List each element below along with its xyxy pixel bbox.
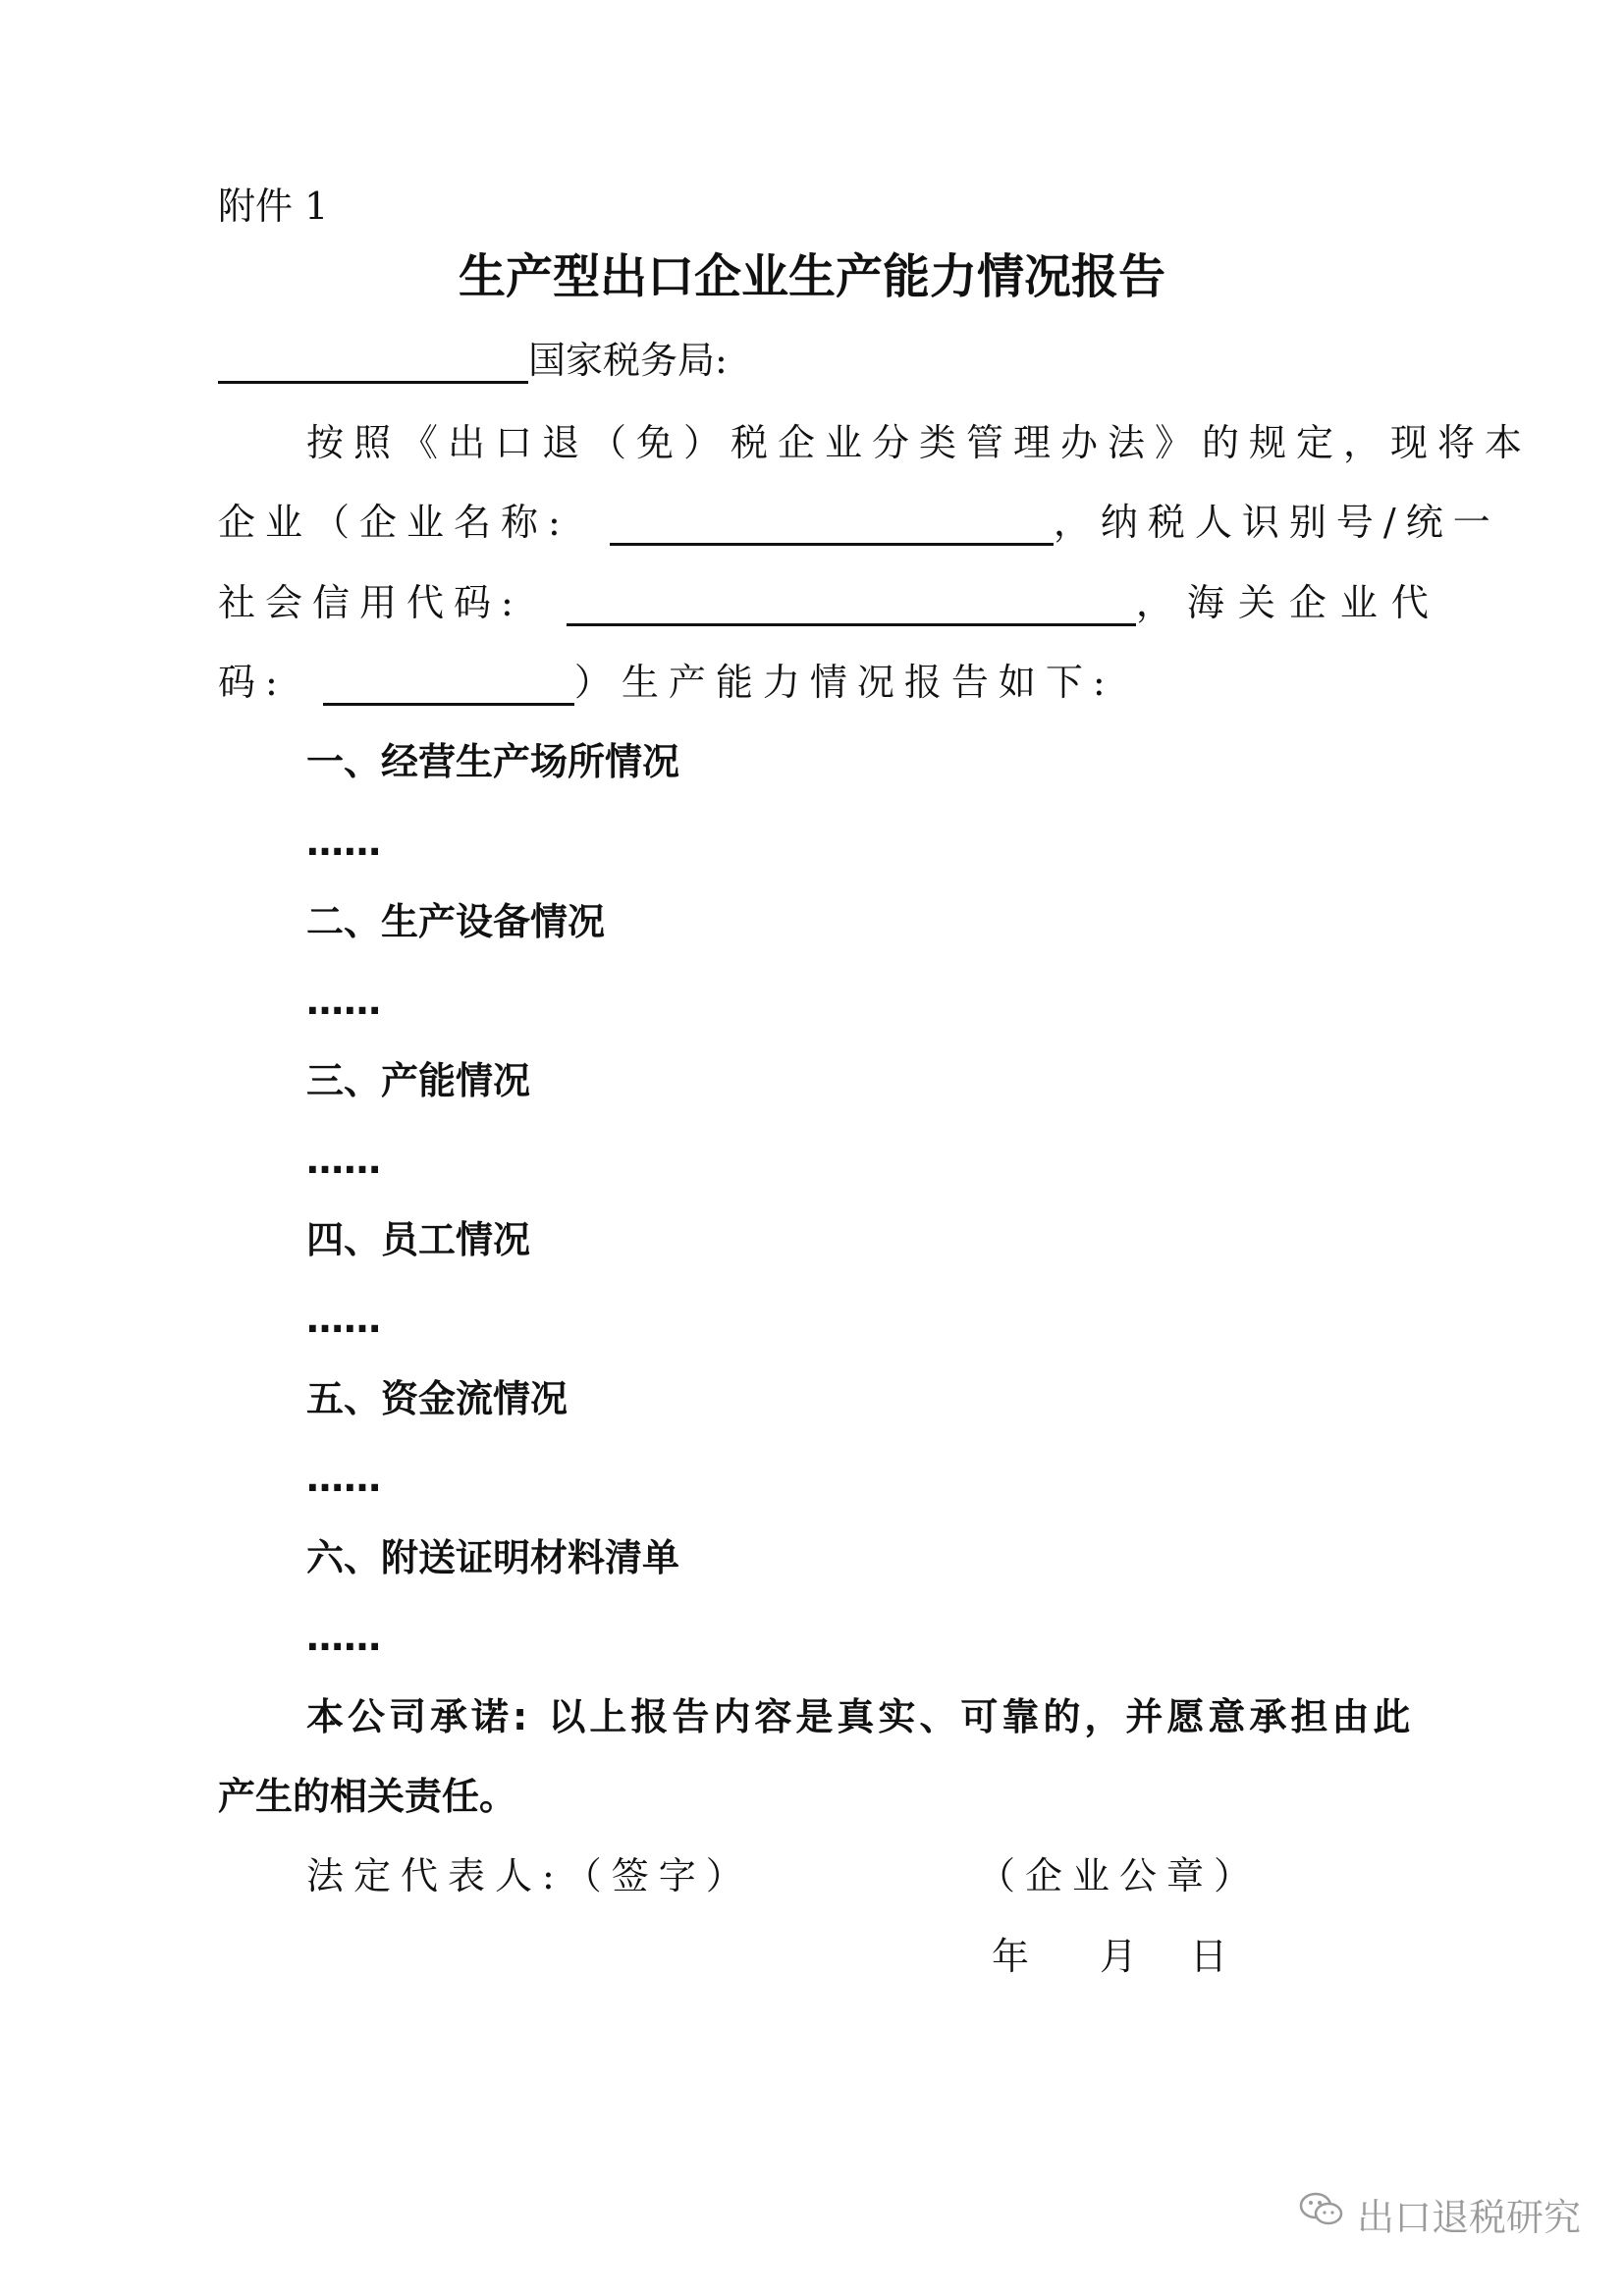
commitment-line-2: 产生的相关责任。 [218, 1775, 517, 1818]
company-seal-label: （企业公章） [978, 1854, 1262, 1897]
tax-bureau-blank[interactable] [218, 342, 528, 384]
watermark [1298, 2187, 1581, 2241]
customs-code-blank[interactable] [323, 664, 574, 706]
credit-code-blank[interactable] [567, 584, 1136, 626]
intro-line-1: 按照《出口退（免）税企业分类管理办法》的规定，现将本 [306, 421, 1533, 464]
customs-code-label: ，海关企业代 [1135, 581, 1442, 624]
addressee-line [218, 337, 728, 384]
page-title: 生产型出口企业生产能力情况报告 [458, 249, 1165, 304]
section-body-6: …… [306, 1616, 381, 1659]
intro-line-2 [218, 499, 1500, 546]
company-name-blank[interactable] [610, 504, 1054, 546]
commitment-line-1: 本公司承诺: 以上报告内容是真实、可靠的，并愿意承担由此 [306, 1695, 1415, 1738]
attachment-label: 附件 1 [218, 185, 329, 228]
legal-representative-signature[interactable]: 法定代表人:（签字） [306, 1854, 753, 1897]
section-heading-5: 五、资金流情况 [306, 1377, 568, 1420]
addressee-text: 国家税务局: [528, 339, 728, 382]
watermark-text: 出口退税研究 [1356, 2196, 1581, 2239]
customs-code-label-cont: 码: [218, 661, 288, 704]
intro-line-4 [218, 659, 1115, 706]
credit-code-label: 社会信用代码: [218, 581, 523, 624]
section-body-1: …… [306, 821, 381, 864]
section-heading-4: 四、员工情况 [306, 1218, 531, 1261]
section-heading-3: 三、产能情况 [306, 1059, 531, 1102]
section-heading-1: 一、经营生产场所情况 [306, 740, 680, 783]
date-month: 月 [1100, 1935, 1138, 1978]
section-body-2: …… [306, 980, 381, 1023]
date-year: 年 [992, 1935, 1030, 1978]
report-intro-end: ）生产能力情况报告如下: [573, 661, 1115, 704]
company-name-label: 企业（企业名称: [218, 501, 570, 544]
section-body-5: …… [306, 1457, 381, 1500]
section-body-4: …… [306, 1298, 381, 1341]
wechat-icon [1298, 2190, 1345, 2238]
section-heading-2: 二、生产设备情况 [306, 900, 606, 943]
section-heading-6: 六、附送证明材料清单 [306, 1536, 680, 1579]
taxpayer-id-label: ，纳税人识别号/统一 [1053, 501, 1500, 544]
date-day: 日 [1190, 1935, 1228, 1978]
intro-line-3 [218, 579, 1442, 626]
section-body-3: …… [306, 1139, 381, 1182]
